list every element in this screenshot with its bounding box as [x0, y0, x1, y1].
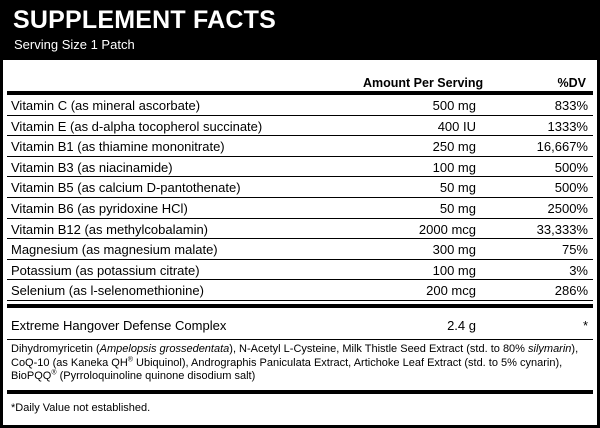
nutrient-row — [7, 95, 593, 116]
nutrient-dv: 75% — [561, 242, 588, 258]
facts-header — [0, 0, 600, 60]
nutrient-name: Vitamin B12 (as methylcobalamin) — [11, 221, 209, 237]
nutrient-name: Potassium (as potassium citrate) — [11, 262, 200, 278]
nutrient-dv: 286% — [554, 283, 588, 299]
nutrient-dv: 3% — [569, 262, 588, 278]
nutrient-table — [7, 95, 593, 301]
panel-title: SUPPLEMENT FACTS — [13, 6, 276, 34]
nutrient-row — [7, 136, 593, 157]
ingredients-italic: silymarin — [528, 343, 572, 355]
nutrient-row — [7, 260, 593, 281]
nutrient-amount: 250 mg — [432, 139, 476, 155]
nutrient-amount: 200 mcg — [426, 283, 476, 299]
nutrient-amount: 300 mg — [432, 242, 476, 258]
nutrient-name: Vitamin C (as mineral ascorbate) — [11, 98, 201, 113]
ingredients-text: (Pyrroloquinoline quinone disodium salt) — [56, 370, 256, 383]
complex-name: Extreme Hangover Defense Complex — [11, 318, 227, 333]
nutrient-dv: 16,667% — [536, 139, 588, 155]
nutrient-name: Vitamin E (as d-alpha tocopherol succinate) — [11, 118, 263, 134]
ingredients-text: ), N-Acetyl L-Cysteine, Milk Thistle Seed Extract (std. to 80% — [229, 343, 529, 355]
complex-amount: 2.4 g — [447, 318, 476, 333]
registered-mark: ® — [127, 356, 133, 364]
nutrient-name: Vitamin B3 (as niacinamide) — [11, 159, 173, 175]
ingredients-text: Dihydromyricetin ( — [11, 343, 100, 355]
ingredients-text: Ubiquinol), Andrographis Paniculata Extract, Artichoke Leaf Extract (std. to 5% cynarin), BioPQQ — [11, 356, 563, 383]
nutrient-name: Vitamin B1 (as thiamine mononitrate) — [11, 139, 225, 155]
nutrient-amount: 400 IU — [437, 118, 476, 134]
nutrient-row — [7, 116, 593, 137]
complex-rule-bottom — [7, 339, 593, 340]
nutrient-amount: 100 mg — [432, 159, 476, 175]
nutrient-dv: 500% — [554, 159, 588, 175]
nutrient-name: Magnesium (as magnesium malate) — [11, 242, 218, 258]
nutrient-amount: 500 mg — [432, 98, 476, 113]
nutrient-dv: 33,333% — [536, 221, 588, 237]
complex-dv: * — [582, 318, 588, 333]
dv-column-header: %DV — [557, 76, 586, 90]
complex-ingredients — [11, 343, 583, 384]
nutrient-row — [7, 280, 593, 301]
ingredients-text: ), CoQ-10 (as Kaneka QH — [11, 343, 579, 369]
nutrient-dv: 2500% — [547, 200, 588, 216]
footnote-rule — [7, 390, 593, 394]
nutrient-row — [7, 219, 593, 240]
registered-mark: ® — [51, 369, 57, 377]
nutrient-dv: 833% — [554, 98, 588, 113]
nutrient-amount: 50 mg — [439, 200, 476, 216]
nutrient-amount: 2000 mcg — [418, 221, 476, 237]
nutrient-name: Selenium (as l-selenomethionine) — [11, 283, 204, 299]
nutrient-dv: 500% — [554, 180, 588, 196]
complex-rule-top — [7, 304, 593, 308]
footnote: *Daily Value not established. — [11, 402, 151, 414]
complex-row — [7, 316, 593, 336]
facts-body — [0, 60, 600, 428]
nutrient-row — [7, 198, 593, 219]
ingredients-italic: Ampelopsis grossedentata — [99, 343, 230, 355]
serving-size: Serving Size 1 Patch — [14, 37, 135, 52]
nutrient-name: Vitamin B5 (as calcium D-pantothenate) — [11, 180, 241, 196]
nutrient-amount: 100 mg — [432, 262, 476, 278]
amount-column-header: Amount Per Serving — [363, 76, 484, 90]
nutrient-dv: 1333% — [547, 118, 588, 134]
nutrient-row — [7, 177, 593, 198]
nutrient-row — [7, 157, 593, 178]
nutrient-name: Vitamin B6 (as pyridoxine HCl) — [11, 200, 188, 216]
nutrient-row — [7, 239, 593, 260]
nutrient-amount: 50 mg — [439, 180, 476, 196]
